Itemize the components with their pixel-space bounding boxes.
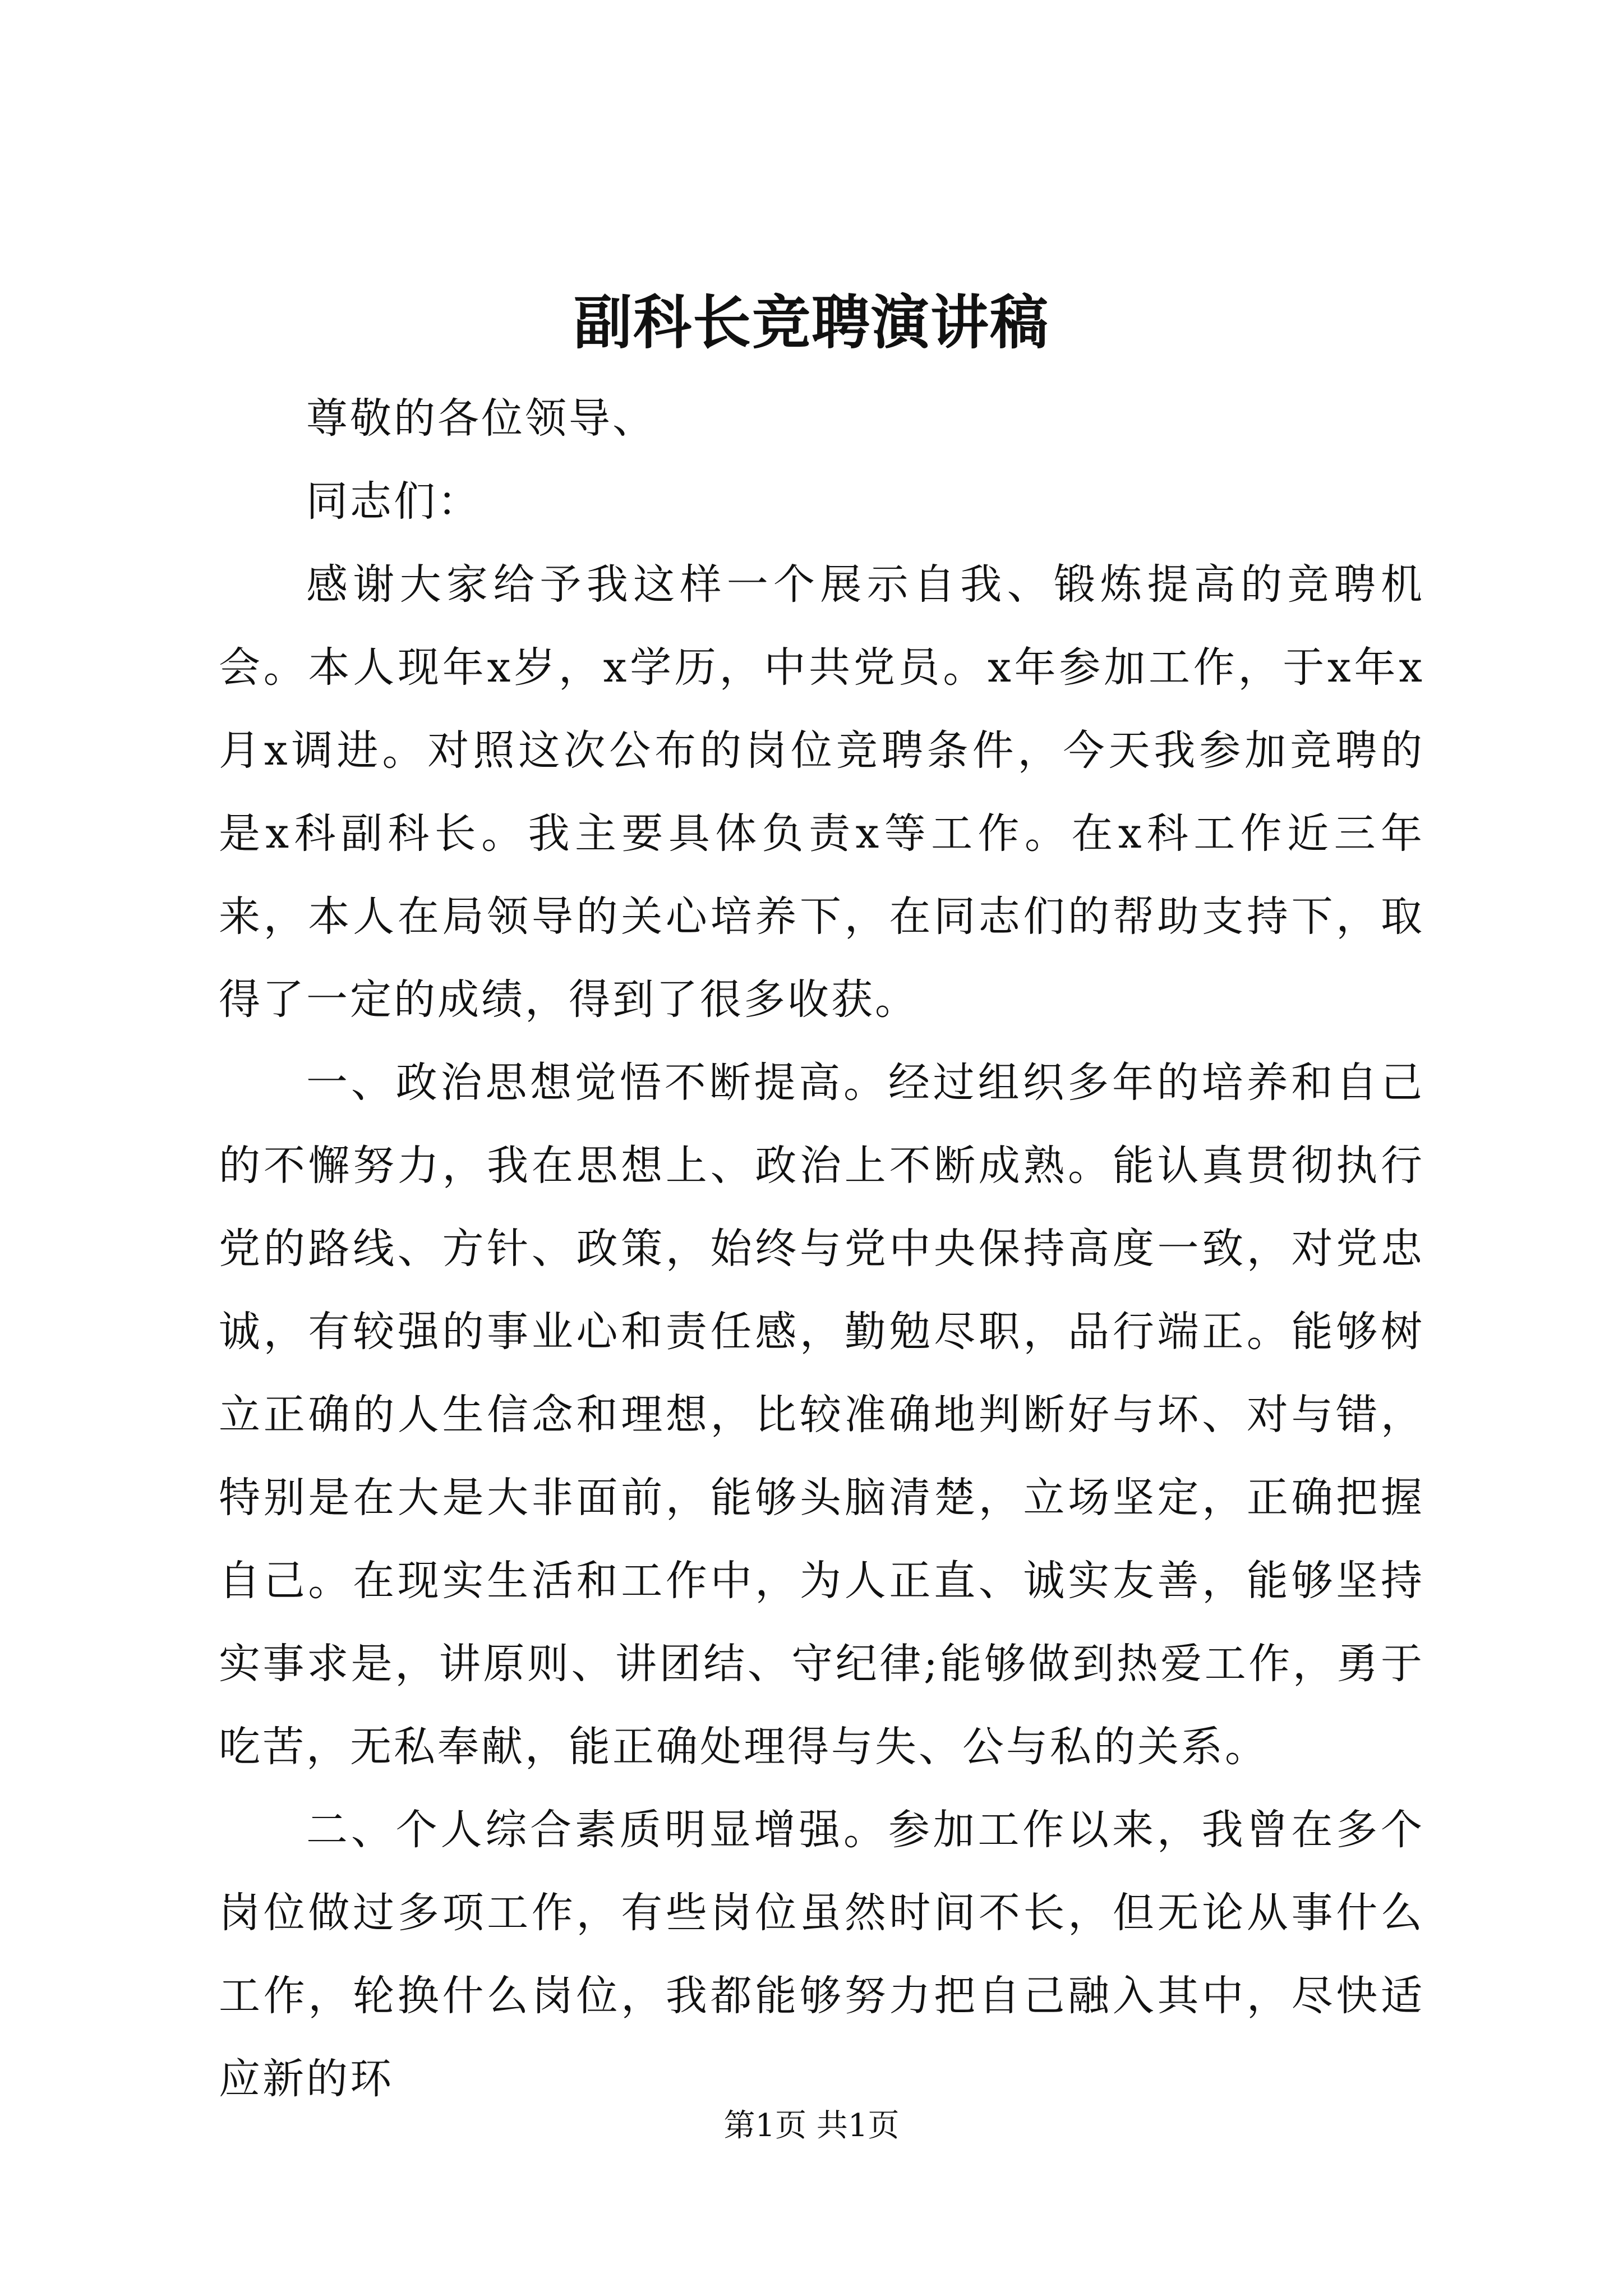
document-body <box>219 377 1424 2120</box>
salutation-line: 尊敬的各位领导、 <box>306 394 656 443</box>
body-paragraph: 二、个人综合素质明显增强。参加工作以来，我曾在多个岗位做过多项工作，有些岗位虽然时间不长，但无论从事什么工作，轮换什么岗位，我都能够努力把自己融入其中，尽快适应新的环 <box>219 1806 1424 2103</box>
document-title: 副科长竞聘演讲稿 <box>573 288 1049 357</box>
body-paragraph: 一、政治思想觉悟不断提高。经过组织多年的培养和自己的不懈努力，我在思想上、政治上不断成熟。能认真贯彻执行党的路线、方针、政策，始终与党中央保持高度一致，对党忠诚，有较强的事业心和责任感，勤勉尽职，品行端正。能够树立正确的人生信念和理想，比较准确地判断好与坏、对与错，特别是在大是大非面前，能够头脑清楚，立场坚定，正确把握自己。在现实生活和工作中，为人正直、诚实友善，能够坚持实事求是，讲原则、讲团结、守纪律;能够做到热爱工作，勇于吃苦，无私奉献，能正确处理得与失、公与私的关系。 <box>219 1059 1424 1771</box>
salutation-line: 同志们： <box>306 477 481 526</box>
body-paragraph: 感谢大家给予我这样一个展示自我、锻炼提高的竞聘机会。本人现年x岁，x学历，中共党员。x年参加工作，于x年x月x调进。对照这次公布的岗位竞聘条件，今天我参加竞聘的是x科副科长。我主要具体负责x等工作。在x科工作近三年来，本人在局领导的关心培养下，在同志们的帮助支持下，取得了一定的成绩，得到了很多收获。 <box>219 560 1424 1024</box>
page-footer: 第1页 共1页 <box>723 2108 900 2144</box>
